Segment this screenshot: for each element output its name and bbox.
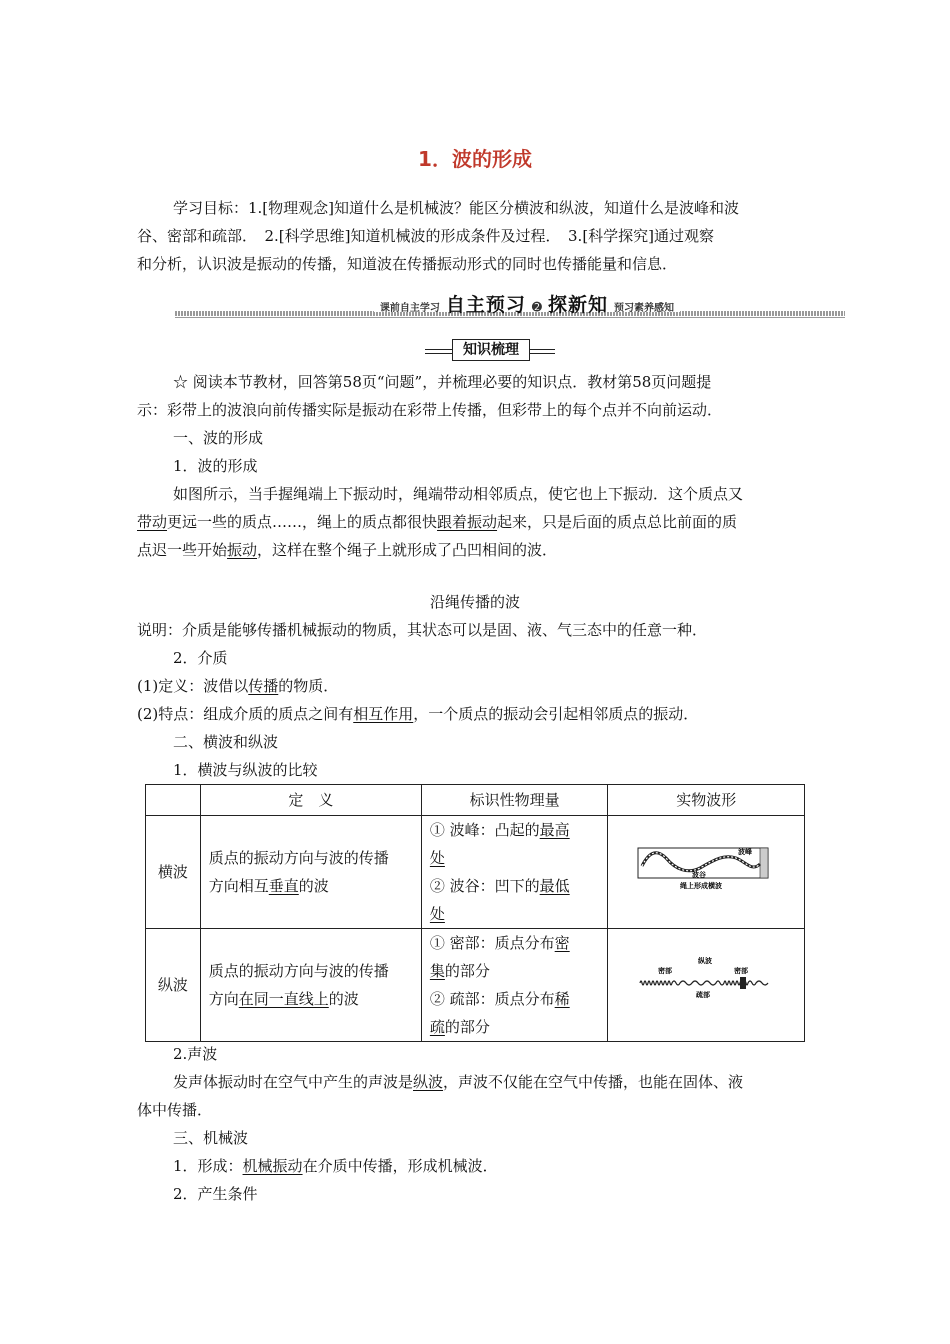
dense-label-right: 密部	[734, 966, 749, 975]
banner-text	[374, 290, 680, 316]
sec2-sub1: 1．横波与纵波的比较	[173, 761, 318, 779]
underline-text: 疏	[429, 1018, 445, 1036]
text: ① 密部：质点分布	[429, 934, 555, 952]
underline-text: 处	[429, 849, 445, 867]
table-header: 标识性物理量	[421, 785, 608, 816]
underline-text: 处	[429, 905, 445, 923]
underline-text: 相互作用	[353, 705, 414, 723]
objectives-line-2: 谷、密部和疏部． 2.[科学思维]知道机械波的形成条件及过程． 3.[科学探究]通过观察	[137, 227, 715, 245]
table-row	[146, 816, 805, 929]
text-line	[430, 985, 600, 1013]
text: ② 疏部：质点分布	[429, 990, 555, 1008]
sec1-para-a: 如图所示，当手握绳端上下振动时，绳端带动相邻质点，使它也上下振动．这个质点又	[173, 485, 744, 503]
longitudinal-wave-diagram	[636, 953, 776, 1009]
text: 在介质中传播，形成机械波．	[302, 1157, 498, 1175]
transverse-wave-figure	[608, 816, 805, 929]
row-name: 横波	[146, 816, 201, 929]
underline-text: 机械振动	[242, 1157, 303, 1175]
banner-right-label: 预习素养感知	[614, 303, 674, 314]
underline-text: 最高	[539, 821, 570, 839]
text: ，这样在整个绳子上就形成了凸凹相间的波．	[257, 541, 558, 559]
banner-left-label: 课前自主学习	[379, 303, 440, 314]
underline-text: 垂直	[268, 877, 299, 895]
text: (1)定义：波借以	[137, 677, 249, 695]
text: 的部分	[444, 1018, 490, 1036]
row-name: 纵波	[146, 929, 201, 1042]
row-definition	[200, 816, 421, 929]
underline-text: 跟着振动	[437, 513, 498, 531]
text-line	[430, 816, 600, 844]
banner-main-2: 探新知	[547, 294, 608, 316]
text: 质点的振动方向与波的传播	[208, 849, 389, 867]
longitudinal-wave-figure	[608, 929, 805, 1042]
page-title: 1．波的形成	[418, 147, 532, 171]
text: 更远一些的质点……，绳上的质点都很快	[167, 513, 438, 531]
underline-text: 最低	[539, 877, 570, 895]
text: 方向相互	[208, 877, 269, 895]
figure-caption: 沿绳传播的波	[429, 593, 520, 611]
section-banner	[175, 290, 845, 320]
hand-block	[760, 848, 768, 878]
sec1-para-b	[137, 508, 817, 536]
text: ，一个质点的振动会引起相邻质点的振动．	[413, 705, 699, 723]
text-line	[430, 1013, 600, 1041]
medium-feature	[137, 700, 817, 728]
text: 1．形成：	[173, 1157, 243, 1175]
text: 质点的振动方向与波的传播	[208, 962, 389, 980]
sec1-sub1: 1．波的形成	[173, 457, 258, 475]
text: ① 波峰：凸起的	[429, 821, 540, 839]
text-line	[209, 985, 413, 1013]
sound-line-1	[137, 1068, 817, 1096]
text: ，声波不仅能在空气中传播，也能在固体、液	[443, 1073, 744, 1091]
underline-text: 密	[554, 934, 570, 952]
knowledge-label: 知识梳理	[452, 339, 530, 361]
medium-definition	[137, 672, 817, 700]
text-line	[430, 929, 600, 957]
table-row	[146, 929, 805, 1042]
hand-marker	[740, 977, 746, 989]
row-quantities	[421, 816, 608, 929]
table-header	[146, 785, 201, 816]
table-header: 定 义	[200, 785, 421, 816]
comparison-table	[145, 784, 805, 1042]
underline-text: 在同一直线上	[238, 990, 329, 1008]
text: 发声体振动时在空气中产生的声波是	[173, 1073, 414, 1091]
text: 的波	[328, 990, 359, 1008]
row-definition	[200, 929, 421, 1042]
underline-text: 带动	[137, 513, 168, 531]
sec2-sub2: 2.声波	[173, 1045, 218, 1063]
underline-text: 集	[429, 962, 445, 980]
sec3-item2: 2．产生条件	[173, 1185, 258, 1203]
intro-line-2: 示：彩带上的波浪向前传播实际是振动在彩带上传播，但彩带上的每个点并不向前运动．	[137, 401, 723, 419]
text: 的波	[298, 877, 329, 895]
sec1-para-c	[137, 536, 817, 564]
row-quantities	[421, 929, 608, 1042]
text: 起来，只是后面的质点总比前面的质	[497, 513, 738, 531]
text-line	[430, 957, 600, 985]
figure-caption: 绳上形成横波	[680, 881, 723, 890]
text-line	[209, 872, 413, 900]
knowledge-label-box	[425, 339, 557, 361]
crest-label: 波峰	[738, 847, 753, 856]
figure-title: 纵波	[698, 956, 713, 965]
sec1-sub2: 2．介质	[173, 649, 228, 667]
table-header-row	[146, 785, 805, 816]
sec3-heading: 三、机械波	[173, 1129, 249, 1147]
sound-line-2: 体中传播．	[137, 1101, 213, 1119]
objectives-line-1: 学习目标：1.[物理观念]知道什么是机械波？能区分横波和纵波，知道什么是波峰和波	[173, 199, 740, 217]
banner-rule-thin	[175, 317, 845, 318]
trough-label: 波谷	[692, 870, 707, 879]
text-line	[430, 872, 600, 900]
banner-main-1: 自主预习	[445, 294, 526, 316]
underline-text: 传播	[248, 677, 279, 695]
banner-arrow-icon: ➋	[531, 300, 542, 314]
transverse-wave-diagram	[636, 844, 776, 892]
underline-text: 稀	[554, 990, 570, 1008]
text: 点迟一些开始	[137, 541, 228, 559]
spring-wave	[640, 981, 768, 985]
medium-note: 说明：介质是能够传播机械振动的物质，其状态可以是固、液、气三态中的任意一种．	[137, 621, 708, 639]
text: ② 波谷：凹下的	[429, 877, 540, 895]
sec2-heading: 二、横波和纵波	[173, 733, 279, 751]
text: 方向	[208, 990, 239, 1008]
table-header: 实物波形	[608, 785, 805, 816]
intro-line-1: ☆ 阅读本节教材，回答第58页“问题”，并梳理必要的知识点．教材第58页问题提	[173, 373, 712, 391]
text: (2)特点：组成介质的质点之间有	[137, 705, 354, 723]
text: 的物质．	[278, 677, 339, 695]
underline-text: 纵波	[413, 1073, 444, 1091]
sec3-item1	[137, 1152, 817, 1180]
sparse-label: 疏部	[696, 990, 711, 999]
underline-text: 振动	[227, 541, 258, 559]
dense-label-left: 密部	[658, 966, 673, 975]
objectives-line-3: 和分析，认识波是振动的传播，知道波在传播振动形式的同时也传播能量和信息．	[137, 255, 678, 273]
sec1-heading: 一、波的形成	[173, 429, 264, 447]
text: 的部分	[444, 962, 490, 980]
